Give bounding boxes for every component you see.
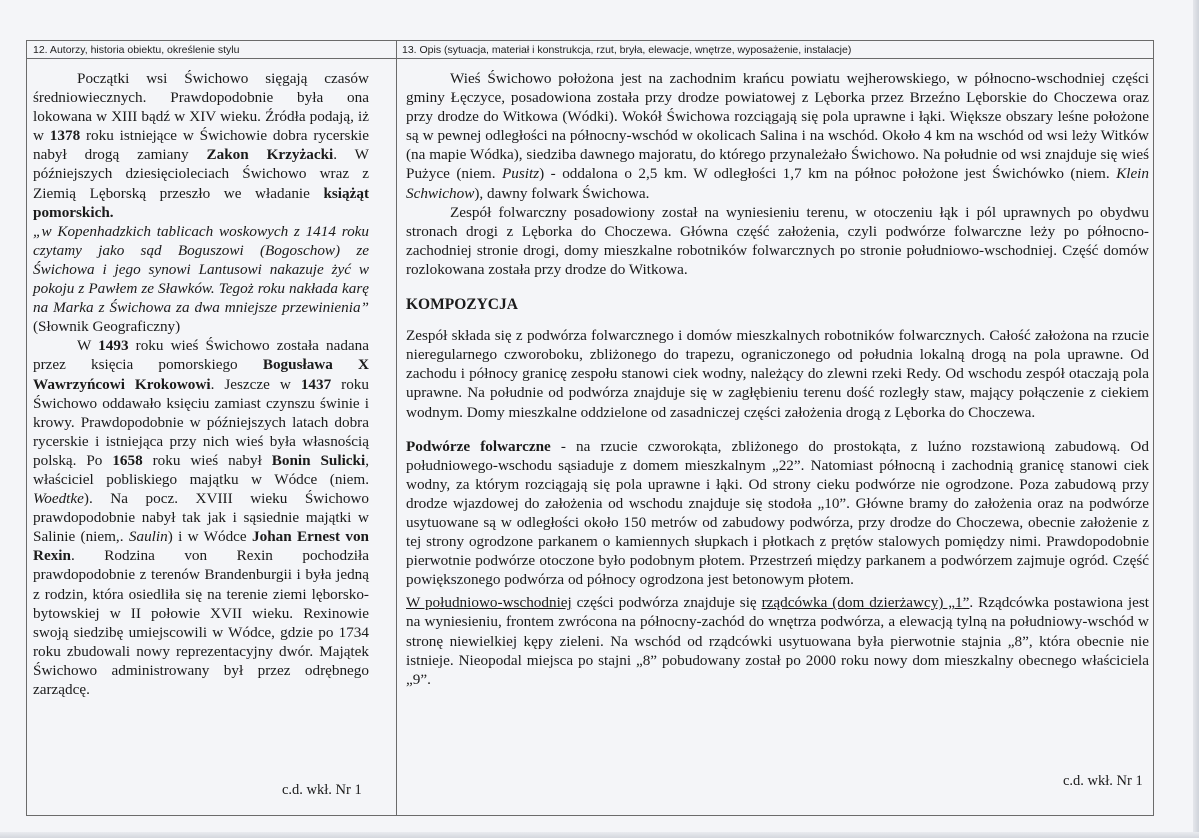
- year-1437: 1437: [300, 375, 332, 393]
- boguslaw-x: Bogusława X Wawrzyńcowi Krokowowi: [33, 356, 369, 393]
- text-run: - na rzucie czworokąta, zbliżonego do prostokąta, z luźno rozstawioną zabudową. Od południowego-wschodu sąsiaduje z domem mieszkalnym „22”. Natomiast północną i zachodnią granicę stanowi ciek wodny, za którym rozciągają się pola uprawne i łąki. Od strony cieku podwórze nie ogrodzone. Poza zabudową przy drodze wjazdowej do założenia od wschodu znajduje się stodoła „10”. Główne bramy do założenia oraz na podwórze usytuowane są w odległości około 150 metrów od zabudowy podwórza, przy drodze do Choczewa, obecnie założenie z tej strony ogrodzone parkanem o kamiennych słupkach i płotkach z prętów stalowych pomiędzy nimi. Prawdopodobnie pierwotnie podwórze otoczone było podobnym płotem. Przestrzeń między parkanem a podwórzem zajmuje ogród. Część powiększonego podwórza od północy ogrodzona jest betonowym płotem.: [406, 437, 1149, 589]
- description-column: [406, 69, 1149, 689]
- header-divider: [27, 58, 1153, 59]
- pusitz: Pusitz: [502, 165, 540, 183]
- text-run: Początki wsi Świchowo sięgają czasów średniowiecznych. Prawdopodobnie była ona lokowana w XIII bądź w XIV wieku. Źródła podają, iż w: [33, 70, 369, 145]
- text-run: roku wieś nabył: [142, 451, 272, 469]
- bonin-sulicki: Bonin Sulicki: [271, 451, 366, 469]
- history-paragraph-1: [33, 69, 369, 222]
- quote-source: (Słownik Geograficzny): [33, 318, 181, 336]
- history-paragraph-2: [33, 336, 369, 699]
- history-quote: [33, 222, 369, 337]
- text-run: Wieś Świchowo położona jest na zachodnim krańcu powiatu wejherowskiego, w północno-wschodniej części gminy Łęczyce, posadowiona została przy drodze powiatowej z Lęborka przez Brzeźno Lęborskie do Choczewa oraz przy drodze do Witkowa (Wódki). Wokół Świchowa rozciągają się pola uprawne i łąki. Większe obszary leśne położone są w pewnej odległości na północny-wschód w okolicach Salina i na wschód. Około 4 km na wschód od wsi leży Witków (na mapie Wódka), siedziba dawnego majoratu, do którego przynależało Świchowo. Na południe od wsi znajduje się wieś Pużyce (niem.: [406, 70, 1149, 183]
- zakon-krzyzacki: Zakon Krzyżacki: [206, 146, 334, 164]
- text-run: . Rodzina von Rexin pochodziła prawdopodobnie z terenów Brandenburgii i była jedną z rodzin, która osiedliła się na terenie ziemi lęborsko-bytowskiej w II połowie XVII wieku. Rexinowie swoją siedzibę umiejscowili w Wódce, gdzie po 1734 roku zbudowali nowy reprezentacyjny dwór. Majątek Świchowo administrowany był przez odrębnego zarządcę.: [33, 547, 369, 698]
- kompozycja-heading: KOMPOZYCJA: [406, 296, 518, 314]
- manager-house-paragraph: [406, 593, 1149, 688]
- ksiazat-pomorskich: książąt pomorskich.: [33, 184, 369, 221]
- farmyard-paragraph: [406, 437, 1149, 590]
- year-1658: 1658: [112, 451, 143, 469]
- quote-text: „w Kopenhadzkich tablicach woskowych z 1414 roku czytamy jako sąd Boguszowi (Bogoschow) ze Świchowa i jego synowi Lantusowi nakazuje żyć w pokoju z Pawłem ze Sławków. Tegoż roku nakłada karę na Marka z Świchowa za dwa mniejsze przewinienia”: [33, 222, 369, 317]
- podworze-folwarczne: Podwórze folwarczne: [406, 437, 551, 455]
- left-continuation-note: c.d. wkł. Nr 1: [282, 782, 362, 798]
- saulin: Saulin: [128, 528, 168, 546]
- text-run: ). Na pocz. XVIII wieku Świchowo prawdopodobnie nabył tak jak i sąsiednie majątki w Salinie (niem,.: [33, 490, 369, 546]
- text-run: , właściciel pobliskiego majątku w Wódce (niem.: [33, 451, 370, 488]
- complex-paragraph: Zespół folwarczny posadowiony został na wyniesieniu terenu, w otoczeniu łąk i pól uprawnych po obydwu stronach drogi z Lęborka do Choczewa. Główna część założenia, czyli podwórze folwarczne leży po północno-zachodniej stronie drogi, domy mieszkalne robotników folwarcznych po stronie południowo-wschodniej. Część domów rozlokowana została przy drodze do Witkowa.: [406, 203, 1149, 278]
- location-paragraph: [406, 69, 1149, 203]
- text-run: części podwórza znajduje się: [571, 594, 762, 612]
- johan-ernest-von-rexin: Johan Ernest von Rexin: [33, 528, 369, 565]
- column-divider: [396, 41, 397, 815]
- text-run: ) i w Wódce: [167, 528, 252, 546]
- left-section-title: 12. Autorzy, historia obiektu, określenie stylu: [33, 44, 240, 56]
- right-section-title: 13. Opis (sytuacja, materiał i konstrukcja, rzut, bryła, elewacje, wnętrze, wyposażenie, instalacje): [402, 44, 852, 56]
- year-1493: 1493: [98, 337, 129, 355]
- text-run: ), dawny folwark Świchowa.: [474, 184, 650, 202]
- text-run: ) - oddalona o 2,5 km. W odległości 1,7 km na północ położone jest Świchówko (niem.: [539, 165, 1117, 183]
- woedtke: Woedtke: [33, 490, 84, 508]
- text-run: W: [77, 337, 99, 355]
- text-run: roku istniejące w Świchowie dobra rycerskie nabył drogą zamiany: [33, 127, 369, 164]
- underlined-direction: W południowo-wschodniej: [406, 594, 572, 612]
- klein-schwichow: Klein Schwichow: [406, 165, 1149, 202]
- form-frame: [26, 40, 1154, 816]
- scan-edge-shadow: [1193, 0, 1199, 838]
- text-run: . Rządcówka postawiona jest na wyniesieniu, frontem zwrócona na północny-zachód do wnętrza podwórza, a elewacją tylną na południowy-wschód w stronę niewielkiej kępy zieleni. Na wschód od rządcówki usytuowana była pierwotnie stajnia „8”, która obecnie nie istnieje. Nieopodal miejsca po stajni „8” pobudowany został po 2000 roku nowy dom mieszkalny obecnego właściciela „9”.: [406, 594, 1150, 688]
- year-1378: 1378: [49, 127, 81, 145]
- text-run: . Jeszcze w: [210, 375, 301, 393]
- text-run: roku wieś Świchowo została nadana przez księcia pomorskiego: [33, 337, 370, 374]
- history-column: [33, 69, 369, 699]
- text-run: roku Świchowo oddawało księciu zamiast czynszu świnie i krowy. Prawdopodobnie w późniejszych latach dobra rycerskie i istniejąca przy nich wieś była własnością polską. Po: [33, 375, 369, 469]
- composition-paragraph: Zespół składa się z podwórza folwarcznego i domów mieszkalnych robotników folwarcznych. Całość założona na rzucie nieregularnego czworoboku, zbliżonego do trapezu, ograniczonego od południa lokalną drogą na pola uprawne. Od zachodu i północy granicę zespołu stanowi ciek wodny, należący do zlewni rzeki Redy. Od wschodu zespół otaczają pola uprawne. Na południe od podwórza znajduje się w zagłębieniu terenu dość rozległy staw, mający połączenie z ciekiem wodnym. Domy mieszkalne oddzielone od zasadniczej części założenia drogą z Lęborka do Choczewa.: [406, 327, 1149, 421]
- right-continuation-note: c.d. wkł. Nr 1: [1063, 773, 1143, 789]
- scan-bottom-shadow: [0, 832, 1199, 838]
- text-run: . W późniejszych dziesięcioleciach Świchowo wraz z Ziemią Lęborską przeszło we władanie: [33, 146, 369, 202]
- underlined-rzadcowka: rządcówka (dom dzierżawcy) „1”: [761, 594, 970, 612]
